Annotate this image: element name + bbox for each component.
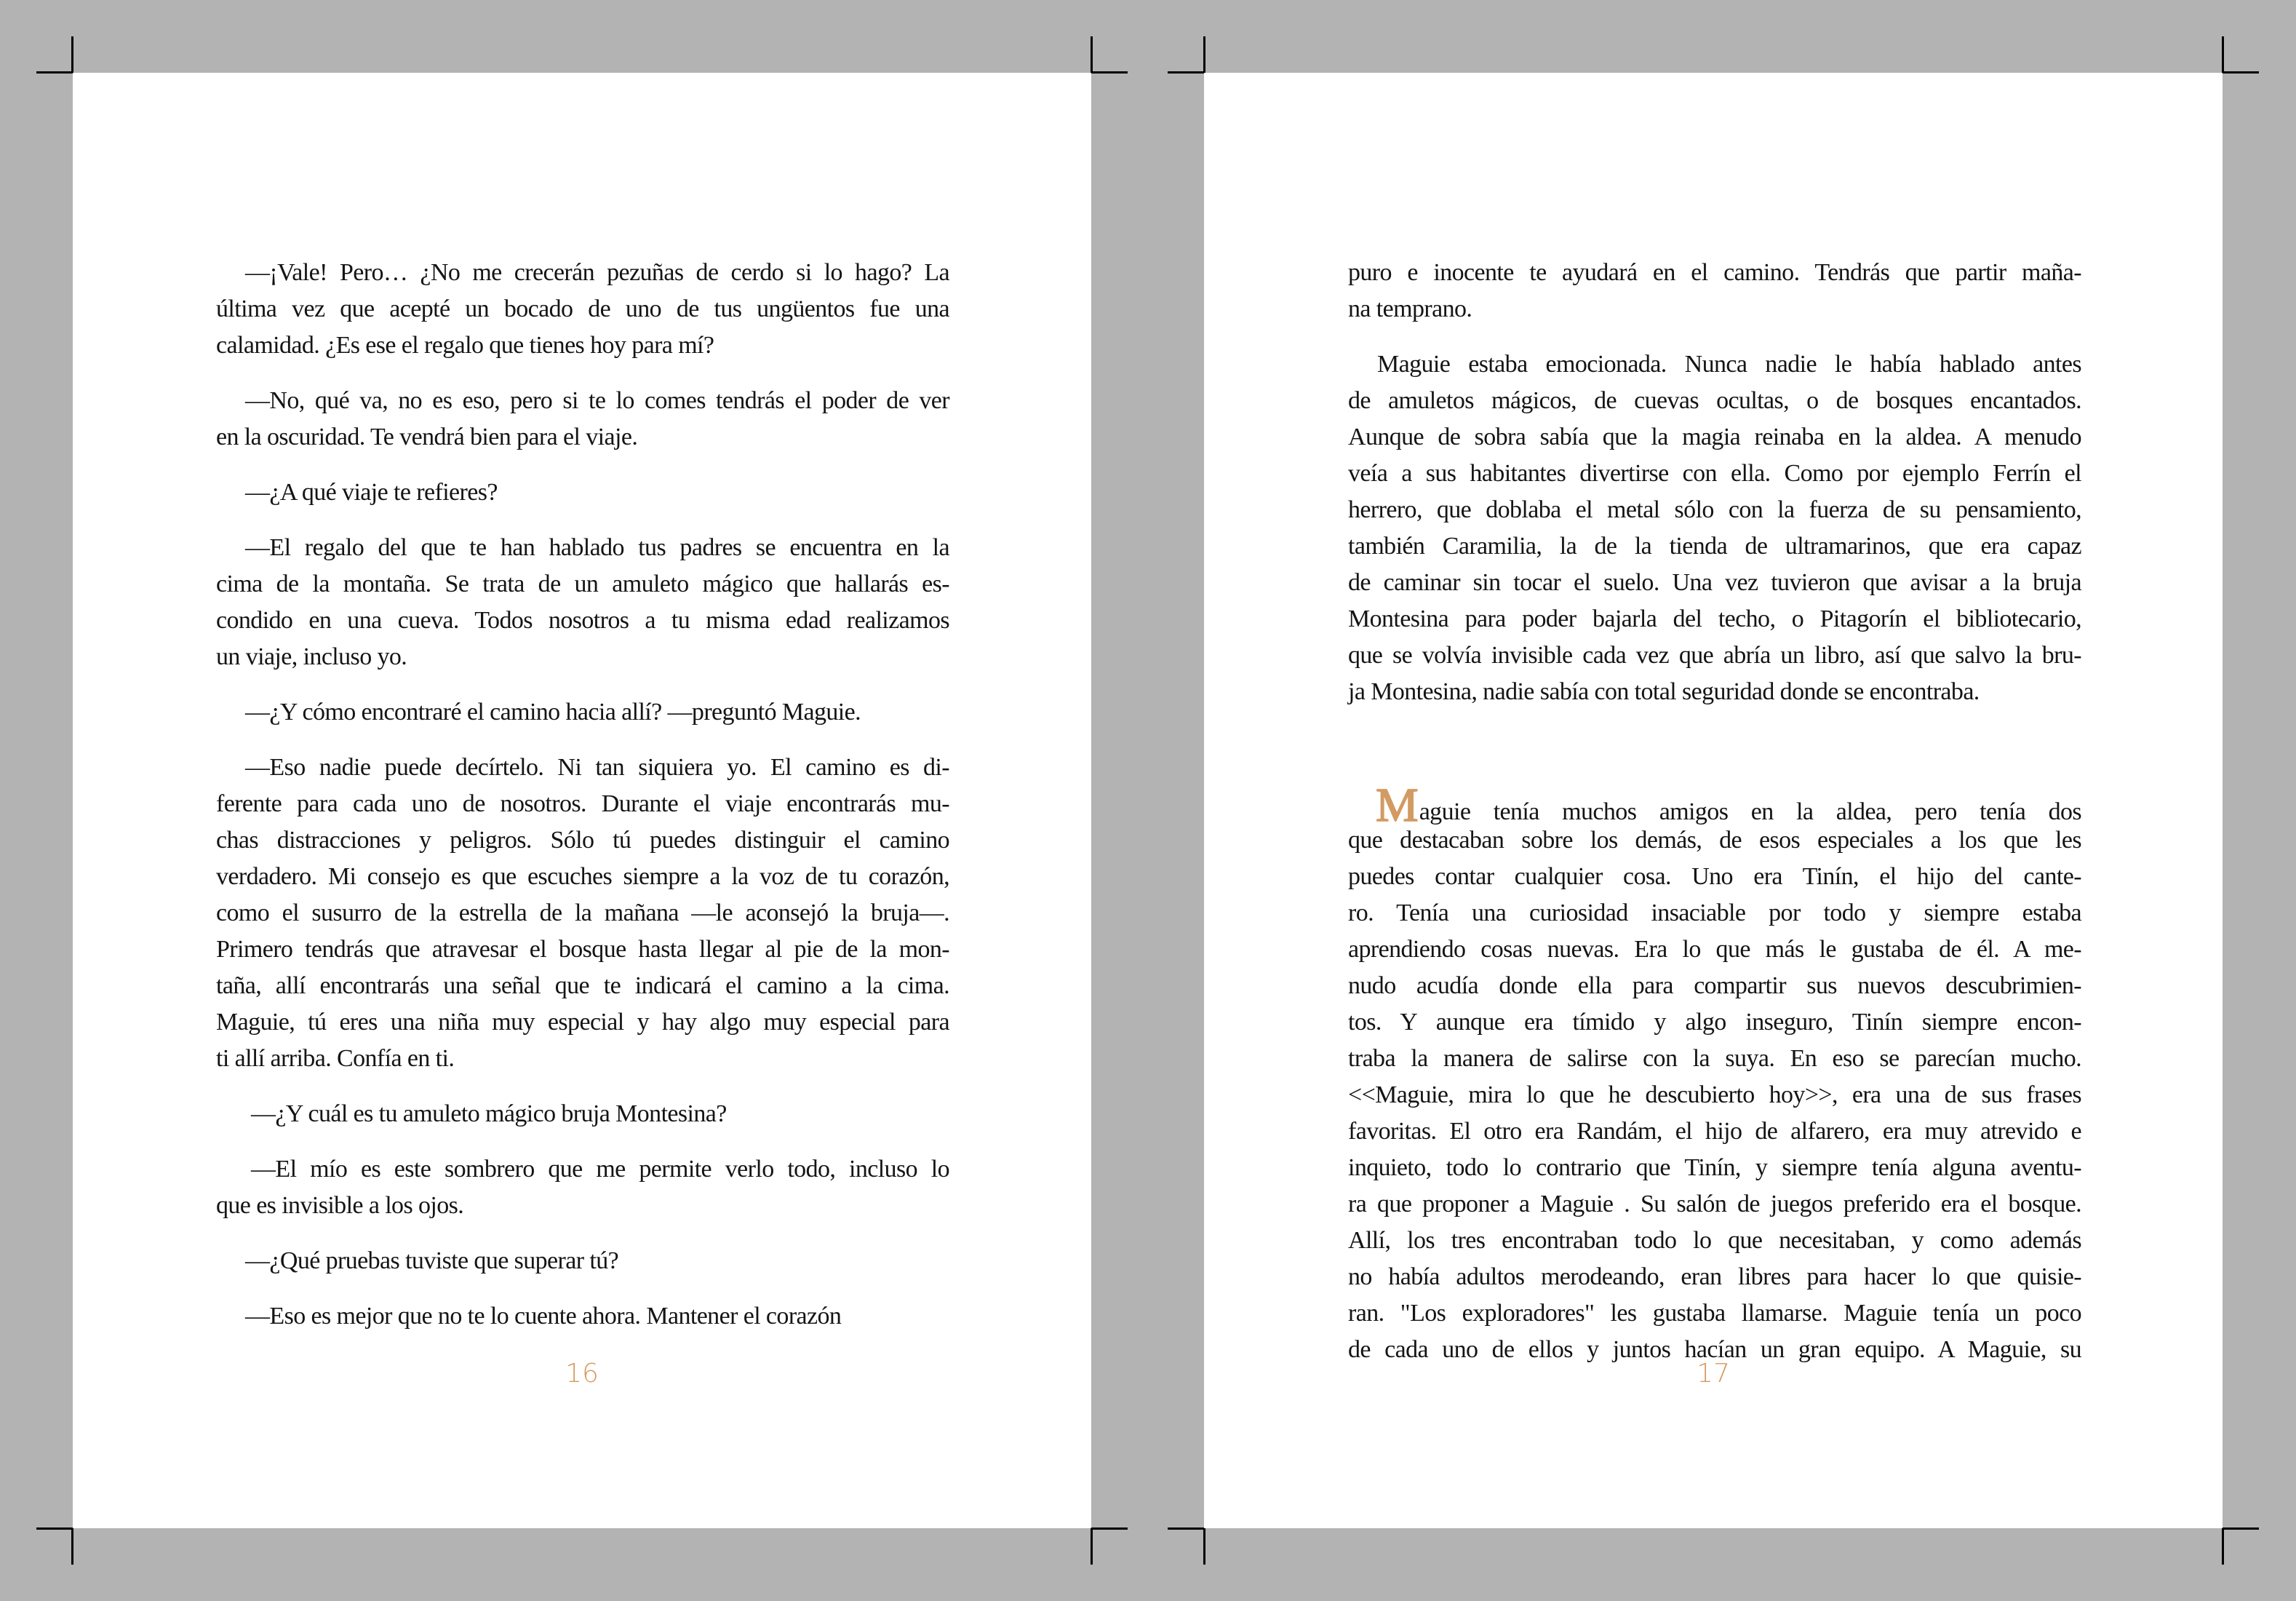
paragraph bbox=[216, 383, 949, 456]
paragraph bbox=[216, 750, 949, 1077]
right-page bbox=[1204, 73, 2223, 1528]
text-line: inquieto, todo lo contrario que Tinín, y siempre tenía alguna aventu- bbox=[1348, 1154, 2081, 1181]
paragraph bbox=[216, 1298, 949, 1335]
text-line: <<Maguie, mira lo que he descubierto hoy>>, era una de sus frases bbox=[1348, 1081, 2081, 1108]
paragraph bbox=[216, 530, 949, 675]
text-line: también Caramilia, la de la tienda de ultramarinos, que era capaz bbox=[1348, 533, 2081, 560]
left-page bbox=[73, 73, 1091, 1528]
text-line: nudo acudía donde ella para compartir sus nuevos descubrimien- bbox=[1348, 972, 2081, 999]
crop-mark bbox=[71, 1528, 73, 1565]
paragraph bbox=[1348, 346, 2081, 710]
text-line: —¿A qué viaje te refieres? bbox=[245, 479, 498, 506]
text-line: Allí, los tres encontraban todo lo que necesitaban, y como además bbox=[1348, 1227, 2081, 1254]
text-line: de amuletos mágicos, de cuevas ocultas, o de bosques encantados. bbox=[1348, 387, 2081, 414]
text-line: Maguie estaba emocionada. Nunca nadie le había hablado antes bbox=[1377, 351, 2081, 378]
text-line: —¿Qué pruebas tuviste que superar tú? bbox=[245, 1247, 619, 1274]
section-opening-paragraph bbox=[1348, 779, 2081, 1368]
text-line: —El regalo del que te han hablado tus padres se encuentra en la bbox=[245, 534, 949, 561]
text-line: de cada uno de ellos y juntos hacían un gran equipo. A Maguie, su bbox=[1348, 1336, 2081, 1363]
crop-mark bbox=[2222, 36, 2224, 73]
paragraph bbox=[216, 1096, 949, 1132]
text-line: ti allí arriba. Confía en ti. bbox=[216, 1045, 455, 1072]
crop-mark bbox=[1091, 1527, 1128, 1530]
crop-mark bbox=[1091, 1528, 1093, 1565]
text-line: Aunque de sobra sabía que la magia reinaba en la aldea. A menudo bbox=[1348, 424, 2081, 450]
paragraph bbox=[216, 474, 949, 511]
text-line: aprendiendo cosas nuevas. Era lo que más le gustaba de él. A me- bbox=[1348, 936, 2081, 963]
text-line: que destacaban sobre los demás, de esos especiales a los que les bbox=[1348, 827, 2081, 854]
text-line: veía a sus habitantes divertirse con ella. Como por ejemplo Ferrín el bbox=[1348, 460, 2081, 487]
section-break bbox=[1348, 710, 2081, 786]
text-line: ja Montesina, nadie sabía con total seguridad donde se encontraba. bbox=[1348, 678, 1980, 705]
text-line: ra que proponer a Maguie . Su salón de juegos preferido era el bosque. bbox=[1348, 1191, 2081, 1217]
paragraph bbox=[1348, 255, 2081, 327]
text-line: puedes contar cualquier cosa. Uno era Tinín, el hijo del cante- bbox=[1348, 863, 2081, 890]
drop-cap: M bbox=[1376, 779, 1419, 832]
crop-mark bbox=[36, 1527, 73, 1530]
text-line: na temprano. bbox=[1348, 295, 1472, 322]
paragraph bbox=[216, 255, 949, 364]
first-line-text: aguie tenía muchos amigos en la aldea, pero tenía dos bbox=[1419, 798, 2081, 825]
text-line: Maguie, tú eres una niña muy especial y hay algo muy especial para bbox=[216, 1009, 949, 1036]
text-line: chas distracciones y peligros. Sólo tú puedes distinguir el camino bbox=[216, 827, 949, 854]
page-number: 17 bbox=[1697, 1359, 1730, 1389]
text-line: un viaje, incluso yo. bbox=[216, 643, 407, 670]
text-line: cima de la montaña. Se trata de un amuleto mágico que hallarás es- bbox=[216, 571, 949, 597]
text-line: ran. "Los exploradores" les gustaba llamarse. Maguie tenía un poco bbox=[1348, 1300, 2081, 1327]
crop-mark bbox=[1168, 71, 1204, 74]
crop-mark bbox=[2222, 1528, 2224, 1565]
text-line: calamidad. ¿Es ese el regalo que tienes hoy para mí? bbox=[216, 332, 714, 359]
text-line: herrero, que doblaba el metal sólo con la fuerza de su pensamiento, bbox=[1348, 496, 2081, 523]
text-line: que se volvía invisible cada vez que abría un libro, así que salvo la bru- bbox=[1348, 642, 2081, 669]
text-line: ro. Tenía una curiosidad insaciable por todo y siempre estaba bbox=[1348, 899, 2081, 926]
text-line: en la oscuridad. Te vendrá bien para el viaje. bbox=[216, 424, 638, 450]
text-line: última vez que acepté un bocado de uno de tus ungüentos fue una bbox=[216, 295, 949, 322]
text-line: de caminar sin tocar el suelo. Una vez tuvieron que avisar a la bruja bbox=[1348, 569, 2081, 596]
text-line: Montesina para poder bajarla del techo, o Pitagorín el bibliotecario, bbox=[1348, 605, 2081, 632]
text-line: —Eso es mejor que no te lo cuente ahora. Mantener el corazón bbox=[245, 1303, 842, 1330]
crop-mark bbox=[1091, 36, 1093, 73]
text-line: condido en una cueva. Todos nosotros a tu misma edad realizamos bbox=[216, 607, 949, 634]
text-line: verdadero. Mi consejo es que escuches siempre a la voz de tu corazón, bbox=[216, 863, 949, 890]
text-line: puro e inocente te ayudará en el camino. Tendrás que partir maña- bbox=[1348, 259, 2081, 286]
crop-mark bbox=[71, 36, 73, 73]
text-line-with-drop-cap bbox=[1348, 779, 2081, 832]
crop-mark bbox=[36, 71, 73, 74]
text-line: ferente para cada uno de nosotros. Durante el viaje encontrarás mu- bbox=[216, 790, 949, 817]
paragraph bbox=[216, 1151, 949, 1224]
left-page-body bbox=[216, 255, 949, 1354]
right-page-body bbox=[1348, 255, 2081, 1387]
text-line: —No, qué va, no es eso, pero si te lo comes tendrás el poder de ver bbox=[245, 387, 949, 414]
text-line: que es invisible a los ojos. bbox=[216, 1192, 464, 1219]
page-number: 16 bbox=[565, 1359, 599, 1389]
crop-mark bbox=[1203, 1528, 1205, 1565]
crop-mark bbox=[2223, 71, 2259, 74]
paragraph bbox=[216, 694, 949, 731]
text-line: —¿Y cómo encontraré el camino hacia allí? —preguntó Maguie. bbox=[245, 699, 861, 726]
text-line: favoritas. El otro era Randám, el hijo de alfarero, era muy atrevido e bbox=[1348, 1118, 2081, 1145]
crop-mark bbox=[1203, 36, 1205, 73]
crop-mark bbox=[1091, 71, 1128, 74]
text-line: —¡Vale! Pero… ¿No me crecerán pezuñas de cerdo si lo hago? La bbox=[245, 259, 949, 286]
text-line: —Eso nadie puede decírtelo. Ni tan siquiera yo. El camino es di- bbox=[245, 754, 949, 781]
crop-mark bbox=[2223, 1527, 2259, 1530]
text-line: taña, allí encontrarás una señal que te indicará el camino a la cima. bbox=[216, 972, 949, 999]
text-line: Primero tendrás que atravesar el bosque hasta llegar al pie de la mon- bbox=[216, 936, 949, 963]
text-line: como el susurro de la estrella de la mañana —le aconsejó la bruja—. bbox=[216, 899, 949, 926]
text-line: tos. Y aunque era tímido y algo inseguro, Tinín siempre encon- bbox=[1348, 1009, 2081, 1036]
text-line: —¿Y cuál es tu amuleto mágico bruja Montesina? bbox=[251, 1100, 727, 1127]
paragraph bbox=[216, 1243, 949, 1279]
text-line: no había adultos merodeando, eran libres para hacer lo que quisie- bbox=[1348, 1263, 2081, 1290]
text-line: —El mío es este sombrero que me permite verlo todo, incluso lo bbox=[251, 1156, 949, 1183]
text-line: traba la manera de salirse con la suya. En eso se parecían mucho. bbox=[1348, 1045, 2081, 1072]
crop-mark bbox=[1168, 1527, 1204, 1530]
